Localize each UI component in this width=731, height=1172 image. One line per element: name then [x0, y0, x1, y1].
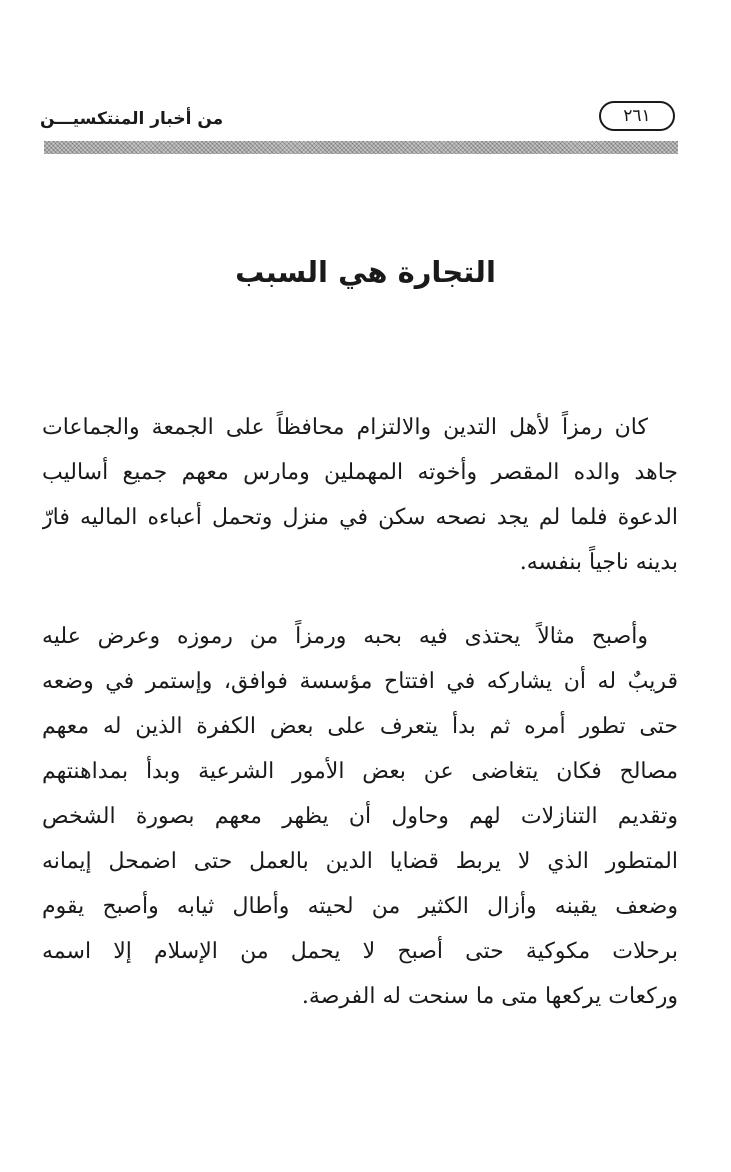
header-divider: [44, 141, 678, 154]
paragraph-line: جاهد والده المقصر وأخوته المهملين ومارس معهم جميع أساليب: [42, 460, 678, 485]
paragraph-line: قريبٌ له أن يشاركه في افتتاح مؤسسة فوافق، وإستمر في وضعه: [42, 669, 678, 694]
paragraph-line: بدينه ناجياً بنفسه.: [519, 550, 678, 575]
paragraph-line: مصالح فكان يتغاضى عن بعض الأمور الشرعية وبدأ بمداهنتهم: [42, 759, 678, 784]
paragraph-line: الدعوة فلما لم يجد نصحه سكن في منزل وتحمل أعباءه الماليه فارّ: [42, 505, 678, 530]
page-number: ٢٦١: [599, 101, 675, 131]
running-title: من أخبار المنتكسيـــن: [40, 109, 224, 129]
paragraph-line: وضعف يقينه وأزال الكثير من لحيته وأطال ثيابه وأصبح يقوم: [42, 894, 678, 919]
paragraph-line: حتى تطور أمره ثم بدأ يتعرف على بعض الكفرة الذين له معهم: [42, 714, 678, 739]
paragraph-1: [42, 405, 678, 585]
paragraph-line: المتطور الذي لا يربط قضايا الدين بالعمل حتى اضمحل إيمانه: [42, 849, 678, 874]
paragraph-line: برحلات مكوكية حتى أصبح لا يحمل من الإسلام إلا اسمه: [42, 939, 678, 964]
paragraph-line: وركعات يركعها متى ما سنحت له الفرصة.: [301, 984, 678, 1009]
paragraph-line: كان رمزاً لأهل التدين والالتزام محافظاً على الجمعة والجماعات: [42, 415, 648, 440]
paragraph-line: وأصبح مثالاً يحتذى فيه بحبه ورمزاً من رموزه وعرض عليه: [42, 624, 648, 649]
paragraph-2: [42, 614, 678, 1019]
paragraph-line: وتقديم التنازلات لهم وحاول أن يظهر معهم بصورة الشخص: [42, 804, 678, 829]
chapter-title: التجارة هي السبب: [235, 255, 496, 289]
